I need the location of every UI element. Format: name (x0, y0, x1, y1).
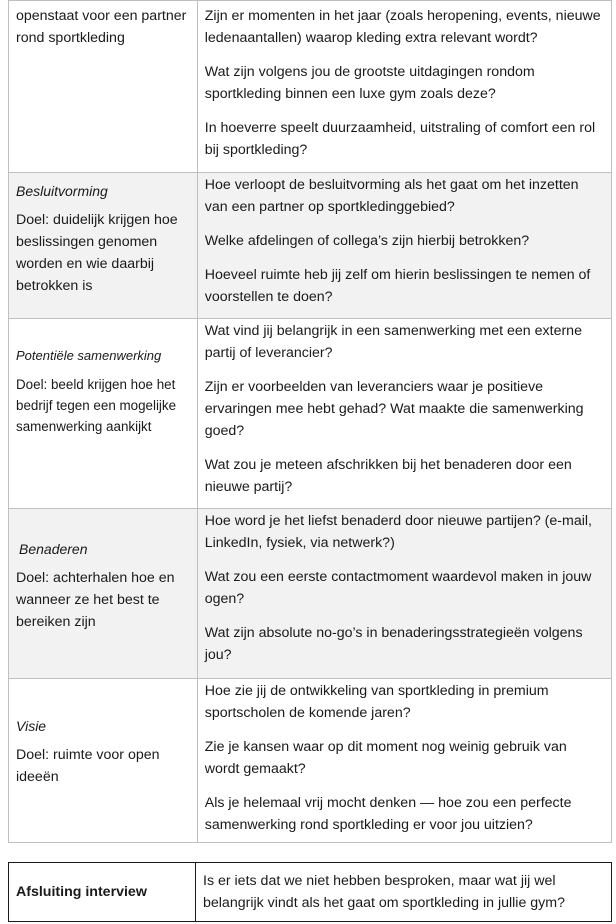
question-text: Wat vind jij belangrijk in een samenwerking met een externe partij of leverancier? (204, 323, 582, 361)
goal-text: Doel: beeld krijgen hoe het bedrijf tegen een mogelijke samenwerking aankijkt (16, 377, 177, 434)
questions-cell (197, 1, 611, 173)
question-text: Als je helemaal vrij mocht denken — hoe zou een perfecte samenwerking rond sportkleding er voor jou uitzien? (204, 795, 572, 833)
category-title: Visie (16, 718, 47, 734)
question-text: Wat zou je meteen afschrikken bij het benaderen door een nieuwe partij? (204, 457, 572, 495)
table-row (9, 863, 612, 922)
topic-cell (9, 679, 198, 843)
goal-text: Doel: duidelijk krijgen hoe beslissingen genomen worden en wie daarbij betrokken is (16, 212, 178, 294)
category-title: Besluitvorming (16, 183, 108, 199)
question-text: In hoeverre speelt duurzaamheid, uitstraling of comfort een rol bij sportkleding? (204, 120, 596, 158)
closing-label: Afsluiting interview (9, 863, 196, 922)
table-row (9, 679, 612, 843)
questions-cell (197, 319, 611, 509)
table-row (9, 509, 612, 679)
question-text: Zijn er voorbeelden van leveranciers waar je positieve ervaringen mee hebt gehad? Wat maakte die samenwerking goed? (204, 379, 584, 439)
topic-cell (9, 1, 198, 173)
table-row (9, 173, 612, 319)
closing-question: Is er iets dat we niet hebben besproken, maar wat jij wel belangrijk vindt als het gaat om sportkleding in jullie gym? (196, 863, 612, 922)
question-text: Hoe zie jij de ontwikkeling van sportkleding in premium sportscholen de komende jaren? (204, 683, 549, 721)
question-text: Hoe verloopt de besluitvorming als het gaat om het inzetten van een partner op sportkledinggebied? (204, 177, 579, 215)
closing-table (8, 862, 612, 922)
category-title: Potentiële samenwerking (16, 348, 162, 363)
interview-questions-table (8, 0, 612, 843)
questions-cell (197, 679, 611, 843)
goal-text: Doel: ruimte voor open ideeën (16, 747, 160, 785)
table-row (9, 1, 612, 173)
topic-cell (9, 319, 198, 509)
category-title: Benaderen (19, 541, 88, 557)
question-text: Welke afdelingen of collega’s zijn hierbij betrokken? (204, 233, 530, 249)
question-text: Zie je kansen waar op dit moment nog weinig gebruik van wordt gemaakt? (204, 739, 567, 777)
questions-cell (197, 509, 611, 679)
goal-text: Doel: achterhalen hoe en wanneer ze het best te bereiken zijn (16, 570, 175, 630)
question-text: Wat zijn absolute no-go’s in benaderingsstrategieën volgens jou? (204, 625, 583, 663)
question-text: Hoe word je het liefst benaderd door nieuwe partijen? (e-mail, LinkedIn, fysiek, via netwerk?) (204, 513, 592, 551)
table-row (9, 319, 612, 509)
question-text: Hoeveel ruimte heb jij zelf om hierin beslissingen te nemen of voorstellen te doen? (204, 267, 591, 305)
question-text: Zijn er momenten in het jaar (zoals heropening, events, nieuwe ledenaantallen) waarop kleding extra relevant wordt? (204, 8, 601, 46)
topic-cell (9, 509, 198, 679)
goal-text: openstaat voor een partner rond sportkleding (16, 8, 187, 46)
topic-cell (9, 173, 198, 319)
questions-cell (197, 173, 611, 319)
question-text: Wat zijn volgens jou de grootste uitdagingen rondom sportkleding binnen een luxe gym zoals deze? (204, 64, 535, 102)
question-text: Wat zou een eerste contactmoment waardevol maken in jouw ogen? (204, 569, 592, 607)
